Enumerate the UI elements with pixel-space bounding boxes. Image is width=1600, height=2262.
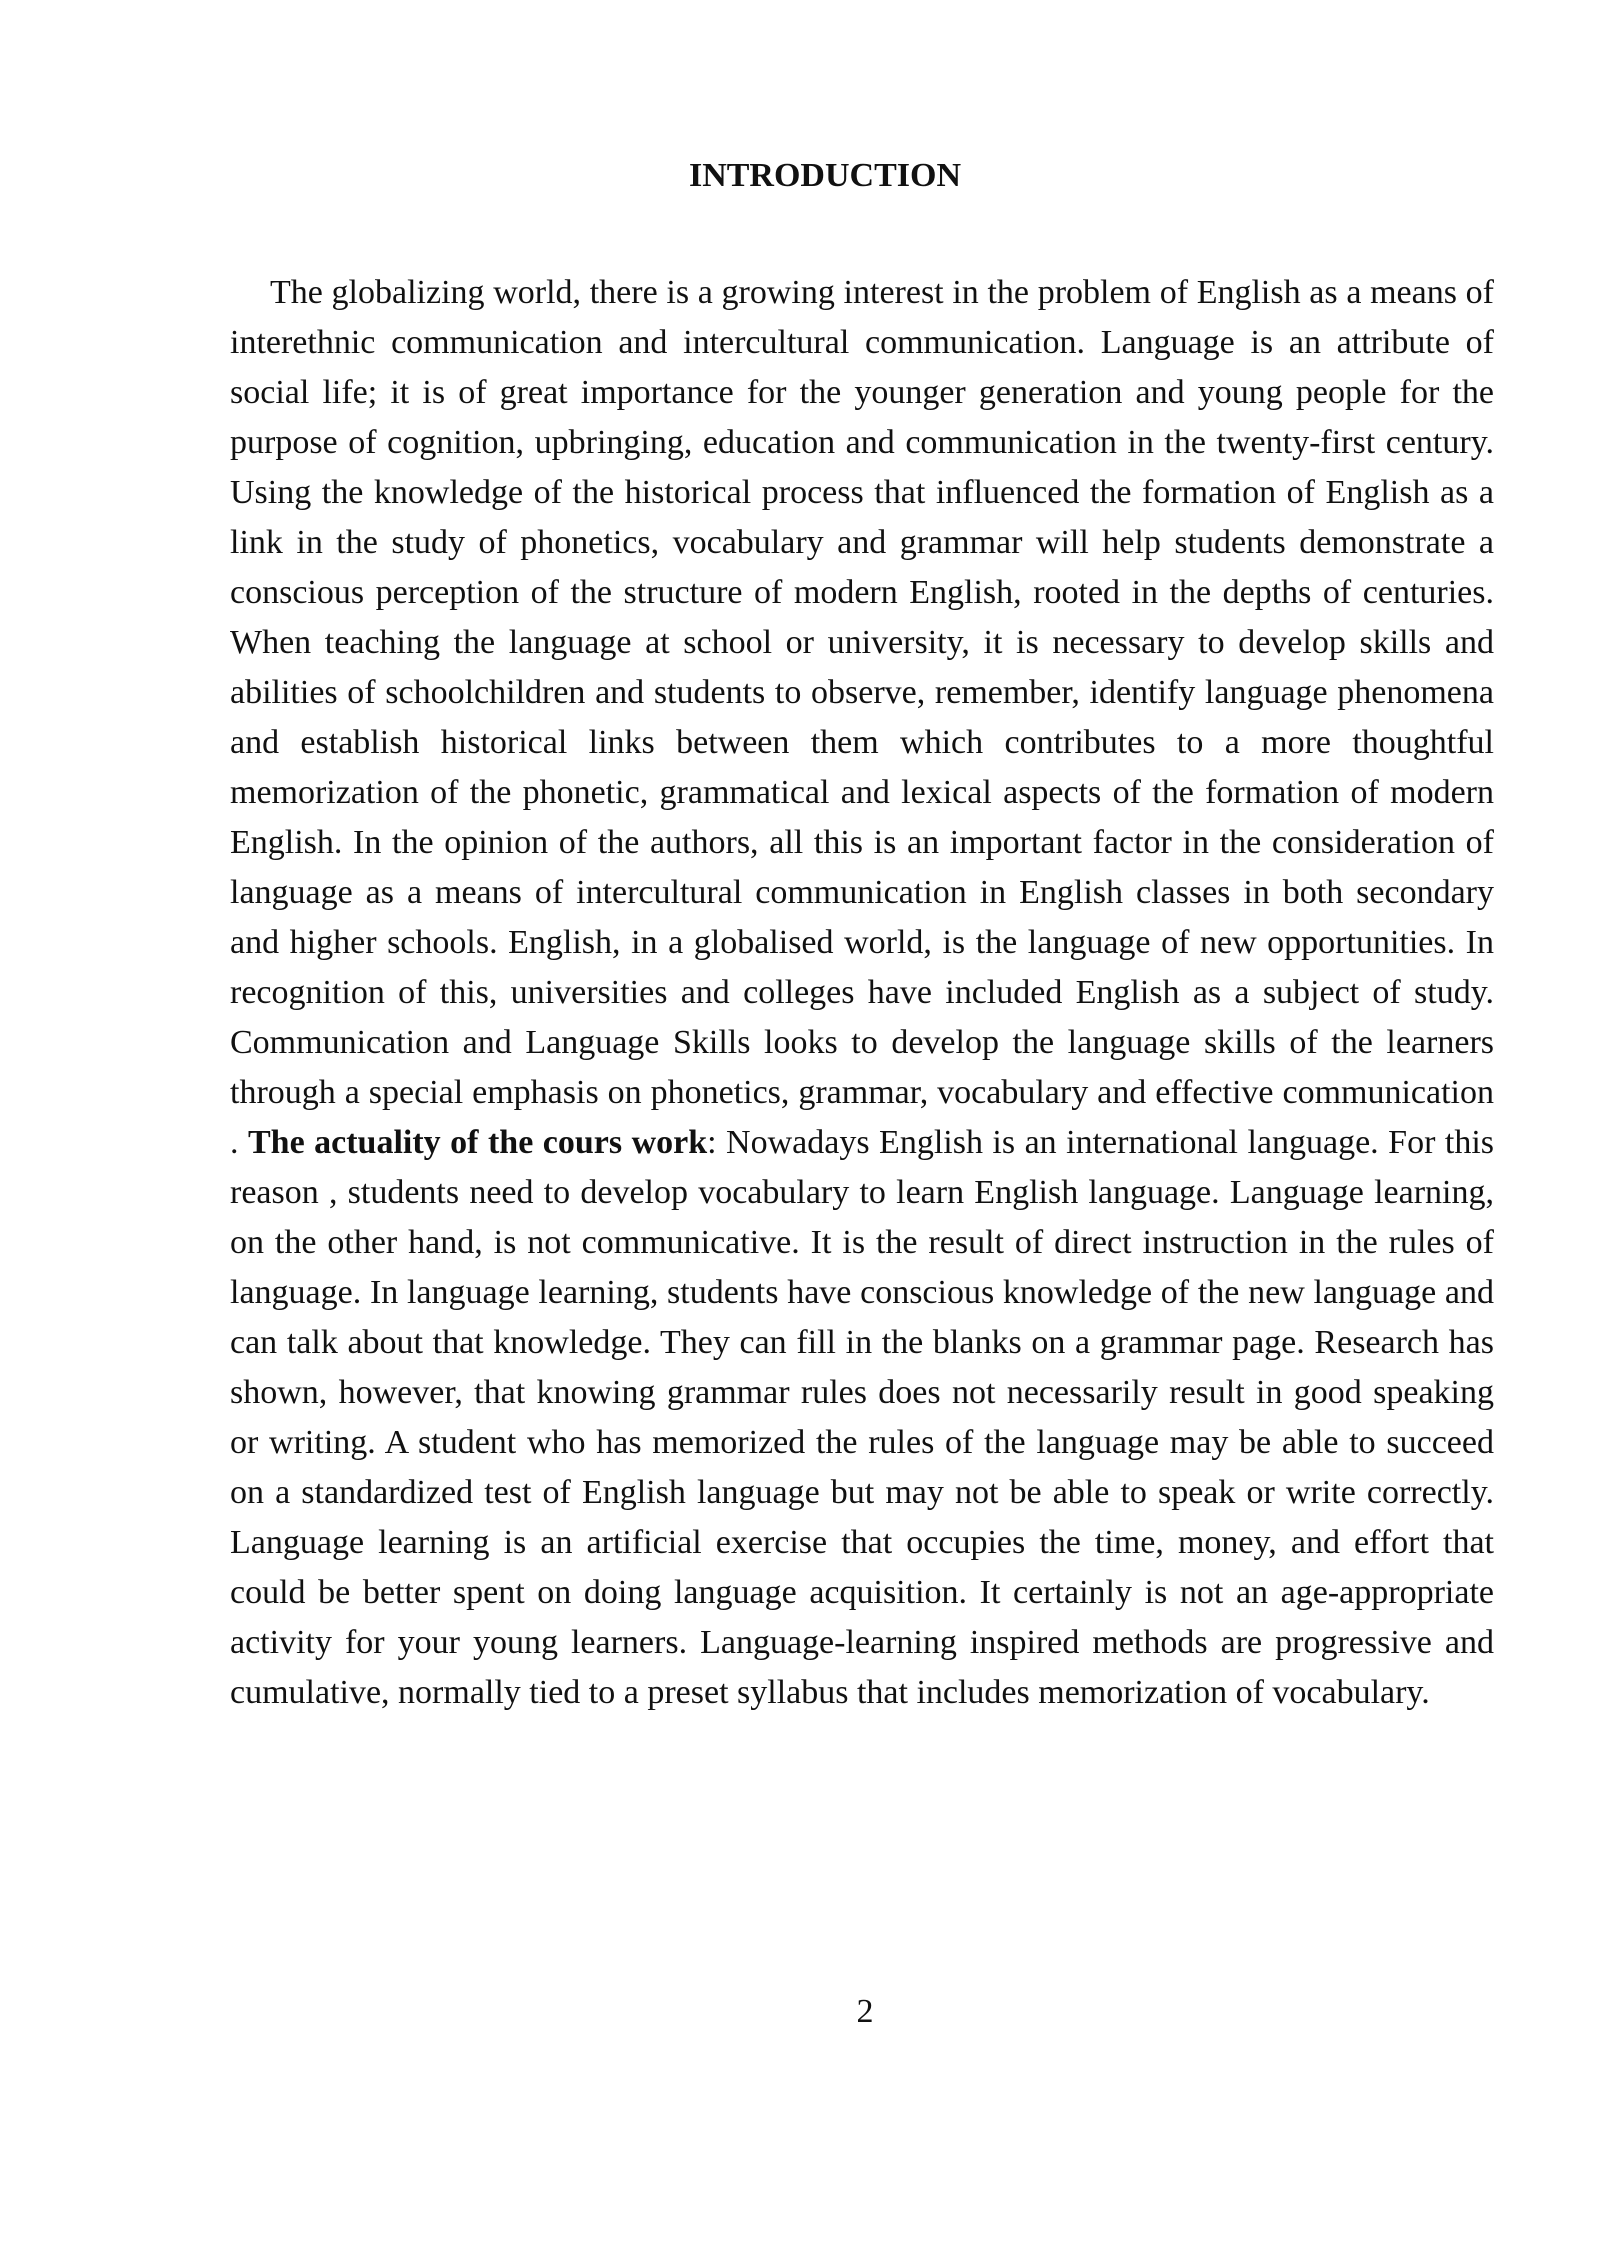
paragraph-text-part2: : Nowadays English is an international language. For this reason , students need to develop vocabulary to learn English language. Language learning, on the other hand, is not communicative. It is the result of direct instruction in the rules of language. In language learning, students have conscious knowledge of the new language and can talk about that knowledge. They can fill in the blanks on a grammar page. Research has shown, however, that knowing grammar rules does not necessarily result in good speaking or writing. A student who has memorized the rules of the language may be able to succeed on a standardized test of English language but may not be able to speak or write correctly. Language learning is an artificial exercise that occupies the time, money, and effort that could be better spent on doing language acquisition. It certainly is not an age-appropriate activity for your young learners. Language-learning inspired methods are progressive and cumulative, normally tied to a preset syllabus that includes memorization of vocabulary. <box>230 1124 1494 1711</box>
section-heading: INTRODUCTION <box>688 157 962 194</box>
body-paragraph <box>230 268 1494 1718</box>
bold-phrase: The actuality of the cours work <box>247 1124 708 1161</box>
page-number: 2 <box>856 1993 874 2030</box>
paragraph-text-part1: The globalizing world, there is a growing interest in the problem of English as a means of interethnic communication and intercultural communication. Language is an attribute of social life; it is of great importance for the younger generation and young people for the purpose of cognition, upbringing, education and communication in the twenty-first century. Using the knowledge of the historical process that influenced the formation of English as a link in the study of phonetics, vocabulary and grammar will help students demonstrate a conscious perception of the structure of modern English, rooted in the depths of centuries. When teaching the language at school or university, it is necessary to develop skills and abilities of schoolchildren and students to observe, remember, identify language phenomena and establish historical links between them which contributes to a more thoughtful memorization of the phonetic, grammatical and lexical aspects of the formation of modern English. In the opinion of the authors, all this is an important factor in the consideration of language as a means of intercultural communication in English classes in both secondary and higher schools. English, in a globalised world, is the language of new opportunities. In recognition of this, universities and colleges have included English as a subject of study. Communication and Language Skills looks to develop the language skills of the learners through a special emphasis on phonetics, grammar, vocabulary and effective communication . <box>230 274 1494 1161</box>
